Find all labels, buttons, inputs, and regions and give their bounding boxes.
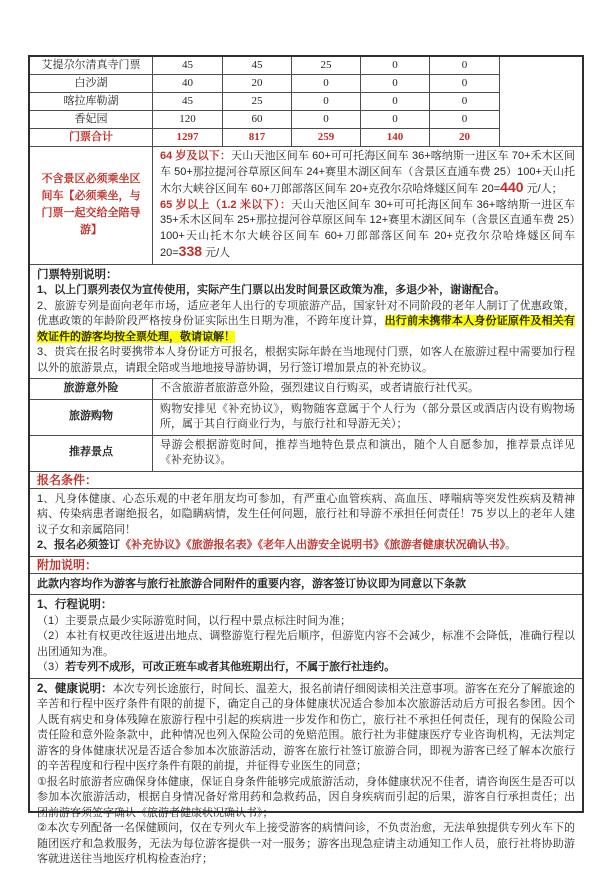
under64-suffix: 元/人；	[523, 183, 563, 195]
price-cell: 0	[292, 75, 361, 93]
shopping-row	[30, 400, 582, 436]
price-cell: 25	[292, 57, 361, 75]
price-total-cell: 1297	[153, 129, 223, 147]
price-row-name: 艾提尕尔清真寺门票	[30, 57, 153, 75]
price-cell: 0	[430, 111, 500, 129]
price-cell: 0	[361, 111, 430, 129]
over65-body: 天山天池区间车 30+可可托海区间车 36+喀纳斯一进区车 35+禾木区间车 25+那拉提河谷草原区间车 12+赛里木湖区间车（含景区直通车费 25）100+天山托木尔大峡谷区间车 60+刀郎部落区间车 20+克孜尔尕哈烽燧区间车 20=	[160, 198, 575, 259]
price-cell: 25	[223, 93, 292, 111]
under64-prefix: 64 岁及以下：	[160, 150, 232, 162]
price-cell: 0	[430, 93, 500, 111]
price-table-empty-column	[500, 57, 582, 147]
recommend-content: 导游会根据游览时间，推荐当地特色景点和演出，随个人自愿参加，推荐景点详见《补充协议》。	[160, 438, 575, 466]
health-title: 2、健康说明：	[37, 682, 113, 695]
price-cell: 45	[223, 57, 292, 75]
price-cell: 20	[223, 75, 292, 93]
price-cell: 0	[361, 93, 430, 111]
price-row-name: 喀拉库勒湖	[30, 93, 153, 111]
ticket-notes-item1: 1、以上门票列表仅为宣传使用，实际产生门票以出发时间景区政策为准，多退少补，谢谢配合。	[37, 284, 506, 296]
shopping-content: 购物安排见《补充协议》，购物随客意属于个人行为（部分景区或酒店内设有购物场所，属于其自行商业行为，与旅行社和导游无关）；	[160, 402, 575, 430]
price-cell: 45	[153, 93, 223, 111]
signup-item2-docs: 《补充协议》《旅游报名表》《老年人出游安全说明书》《旅游者健康状况确认书》	[120, 539, 506, 551]
price-cell: 0	[292, 93, 361, 111]
price-cell: 60	[223, 111, 292, 129]
over65-prefix: 65 岁以上（1.2 米以下）：	[160, 198, 292, 211]
addendum-header: 附加说明：	[30, 557, 582, 574]
itinerary-item1: （1）主要景点最少实际游览时间，以行程中景点标注时间为准；	[37, 614, 352, 627]
price-cell: 0	[430, 75, 500, 93]
item2-highlighted: 出行前未携带本人身份证原件及相关有效证件的游客均按全票处理，敬请谅解！	[37, 315, 575, 343]
price-total-cell: 259	[292, 129, 361, 147]
shopping-label: 旅游购物	[30, 400, 153, 435]
under64-body: 天山天池区间车 60+可可托海区间车 36+喀纳斯一进区车 70+禾木区间车 50+那拉提河谷草原区间车 24+赛里木湖区间车（含景区直通车费 25）100+天山托木尔大峡谷区间车 60+刀郎部落区间车 20+克孜尔尕哈烽燧区间车 20=	[160, 150, 575, 195]
insurance-row	[30, 379, 582, 400]
price-cell: 40	[153, 75, 223, 93]
health-section	[30, 679, 582, 870]
price-row-name: 白沙湖	[30, 75, 153, 93]
itinerary-item3-prefix: （3）	[37, 661, 66, 673]
insurance-content: 不含旅游者旅游意外险，强烈建议自行购买，或者请旅行社代买。	[160, 382, 479, 394]
shuttle-fee-label: 不含景区必须乘坐区间车【必须乘坐，与门票一起交给全陪导游】	[30, 147, 153, 264]
price-total-label: 门票合计	[30, 129, 153, 147]
price-cell: 120	[153, 111, 223, 129]
price-cell: 0	[430, 57, 500, 75]
itinerary-item2: （2）本社有权更改往返进出地点、调整游览行程先后顺序，但游览内容不会减少，标准不会降低，准确行程以出团通知为准。	[37, 630, 575, 658]
health-note2: ②本次专列配备一名保健顾问，仅在专列火车上接受游客的病情问诊，不负责治愈，无法单独提供专列火车下的随团医疗和急救服务，无法为每位游客提供一对一服务；游客出现急症请主动通知工作人员，旅行社将协助游客就进送往当地医疗机构检查治疗；	[37, 822, 575, 865]
shuttle-fee-content	[153, 147, 582, 264]
under64-price: 440	[500, 179, 524, 195]
over65-price: 338	[178, 243, 203, 259]
document-page	[28, 55, 584, 865]
ticket-price-table	[30, 57, 582, 147]
shuttle-fee-row	[30, 147, 582, 265]
price-cell: 0	[292, 111, 361, 129]
itinerary-section	[30, 595, 582, 679]
signup-item1: 1、凡身体健康、心态乐观的中老年朋友均可参加，有严重心血管疾病、高血压、哮喘病等突发性疾病及精神病、传染病患者谢绝报名，如隐瞒病情，发生任何问题，旅行社和导游不承担任何责任！75 岁以上的老年人建议子女和亲属陪同！	[37, 492, 575, 536]
signup-item2-prefix: 2、报名必须签订	[37, 539, 121, 551]
health-body: 本次专列长途旅行，时间长、温差大，报名前请仔细阅读相关注意事项。游客在充分了解旅途的辛苦和行程中医疗条件有限的前提下，确定自己的身体健康状况适合参加本次旅游活动后方可报名参团。因个人既有病史和身体残障在旅游行程中引起的疾病进一步发作和伤亡，旅行社不承担任何责任，现有的保险公司责任险和意外险条款中，此种情况也列入保险公司的免赔范围。旅行社为非健康医疗专业咨询机构，无法判定游客的身体健康状况是否适合参加本次旅游活动，游客在旅行社签订旅游合同，即视为游客已经了解本次旅行的辛苦程度和行程中医疗条件有限的前提，并征得专业医生的同意；	[37, 682, 575, 772]
itinerary-item3	[37, 660, 575, 676]
signup-item2-suffix: 。	[505, 539, 517, 551]
price-cell: 0	[361, 75, 430, 93]
price-total-cell: 140	[361, 129, 430, 147]
ticket-notes-section	[30, 265, 582, 380]
health-paragraph	[37, 682, 575, 775]
health-note1: ①报名时旅游者应确保身体健康，保证自身条件能够完成旅游活动，身体健康状况不佳者，请咨询医生是否可以参加本次旅游活动，根据自身情况备好常用药和急救药品，因自身疾病而引起的后果，游客自行承担责任；出团前游客须签字确认《旅游者健康状况确认书》；	[37, 775, 575, 819]
itinerary-title: 1、行程说明：	[37, 599, 113, 611]
addendum-intro: 此款内容均作为游客与旅行社旅游合同附件的重要内容，游客签订协议即为同意以下条款	[30, 574, 582, 596]
insurance-label: 旅游意外险	[30, 379, 153, 399]
over65-suffix: 元/人	[202, 247, 231, 259]
price-cell: 45	[153, 57, 223, 75]
item2-normal: 2、旅游专列是面向老年市场，适应老年人出行的专项旅游产品，国家针对不同阶段的老年人制订了优惠政策，优惠政策的年龄阶段严格按身份证实际出生日期为准，不跨年度计算，	[37, 299, 575, 327]
price-total-cell: 817	[223, 129, 292, 147]
recommend-label: 推荐景点	[30, 436, 153, 471]
signup-conditions-body	[30, 489, 582, 557]
ticket-notes-item2	[37, 299, 575, 346]
itinerary-item3-bold: 若专列不成形，可改正班车或者其他班期出行，不属于旅行社违约。	[65, 661, 396, 673]
price-total-cell: 20	[430, 129, 500, 147]
recommend-row	[30, 436, 582, 472]
price-row-name: 香妃园	[30, 111, 153, 129]
ticket-notes-title: 门票特别说明：	[37, 268, 118, 281]
signup-item2	[37, 538, 575, 554]
ticket-notes-item3: 3、贵宾在报名时要携带本人身份证方可报名，根据实际年龄在当地现付门票，如客人在旅游过程中需要加行程以外的旅游景点，请跟全陪或当地地接导游协调，另行签订增加景点的补充协议。	[37, 346, 575, 374]
price-cell: 0	[361, 57, 430, 75]
signup-conditions-header: 报名条件：	[30, 472, 582, 489]
